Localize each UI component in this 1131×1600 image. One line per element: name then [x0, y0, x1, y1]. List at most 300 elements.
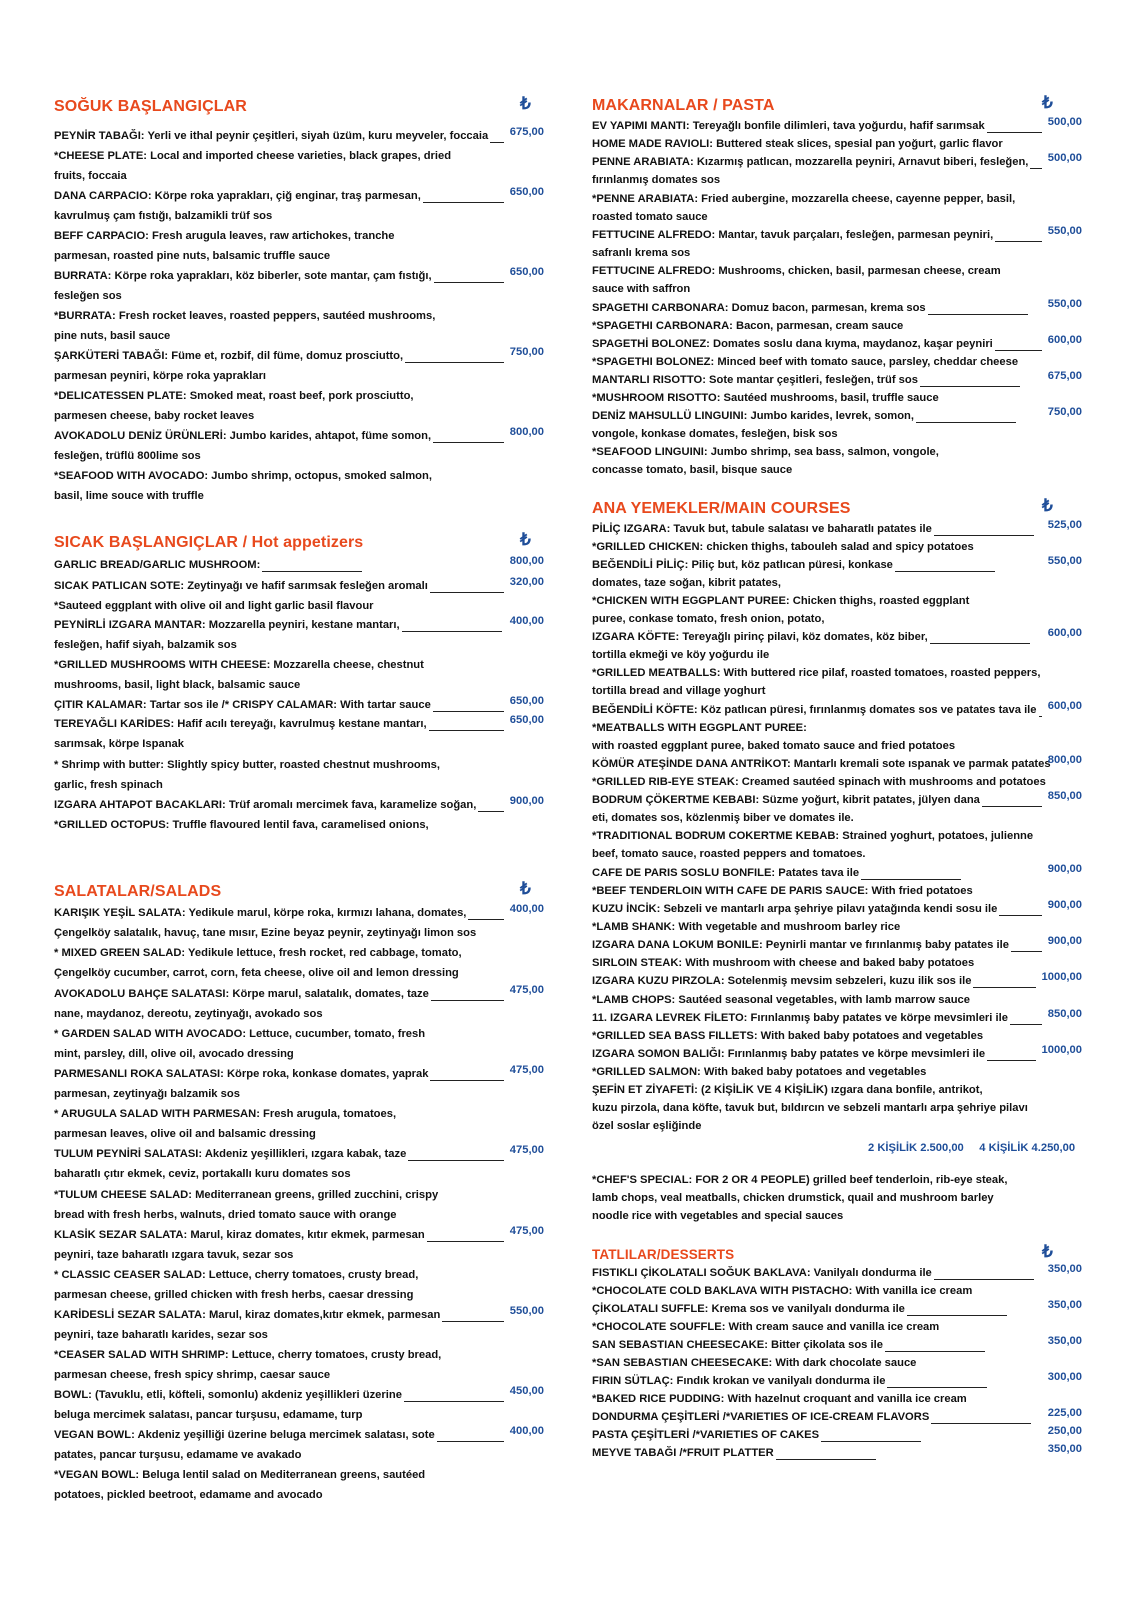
item-text: *CHICKEN WITH EGGPLANT PUREE: Chicken thighs, roasted eggplant [592, 595, 970, 607]
item-price: 1000,00 [1041, 1044, 1082, 1056]
item-text: *BAKED RICE PUDDING: With hazelnut croquant and vanilla ice cream [592, 1393, 967, 1405]
menu-item [592, 1425, 1082, 1442]
leader-line [1011, 942, 1042, 952]
leader-line [934, 526, 1034, 536]
leader-line [1010, 1015, 1042, 1025]
item-text: *GRILLED CHICKEN: chicken thighs, tabouleh salad and spicy potatoes [592, 541, 974, 553]
item-text: BEFF CARPACIO: Fresh arugula leaves, raw artichokes, tranche [54, 230, 395, 242]
menu-item-description [592, 576, 1082, 590]
item-text: kavrulmuş çam fıstığı, balzamikli trüf sos [54, 210, 273, 222]
menu-item [54, 903, 544, 920]
menu-item [592, 519, 1082, 536]
menu-item [592, 1263, 1082, 1280]
menu-item-description [54, 1007, 544, 1021]
item-text: *CHOCOLATE COLD BAKLAVA WITH PISTACHO: With vanilla ice cream [592, 1285, 973, 1297]
item-text: *GRILLED OCTOPUS: Truffle flavoured lentil fava, caramelised onions, [54, 819, 429, 831]
item-text: *LAMB CHOPS: Sautéed seasonal vegetables, with lamb marrow sauce [592, 994, 971, 1006]
item-text: IZGARA DANA LOKUM BONILE: Peynirli mantar ve fırınlanmış baby patates ile [592, 939, 1009, 951]
item-price: 250,00 [1047, 1425, 1082, 1437]
leader-line [434, 273, 504, 283]
item-text: *Sauteed eggplant with olive oil and light garlic basil flavour [54, 600, 374, 612]
menu-item [54, 1385, 544, 1402]
item-text: FETTUCINE ALFREDO: Mushrooms, chicken, basil, parmesan cheese, cream [592, 265, 1001, 277]
menu-item [592, 334, 1082, 351]
menu-item-description [54, 389, 544, 403]
menu-item [592, 1335, 1082, 1352]
item-text: *BEEF TENDERLOIN WITH CAFE DE PARIS SAUCE: With fried potatoes [592, 885, 973, 897]
item-text: peyniri, taze baharatlı ızgara tavuk, sezar sos [54, 1249, 294, 1261]
item-price: 500,00 [1047, 152, 1082, 164]
menu-item-description [592, 355, 1082, 369]
menu-item-description [54, 1468, 544, 1482]
item-text: AVOKADOLU BAHÇE SALATASI: Körpe marul, salatalık, domates, taze [54, 988, 429, 1000]
item-text: *GRILLED RIB-EYE STEAK: Creamed sautéed spinach with mushrooms and potatoes [592, 776, 1046, 788]
item-text: parmesan cheese, grilled chicken with fresh herbs, caesar dressing [54, 1289, 414, 1301]
item-text: pine nuts, basil sauce [54, 330, 171, 342]
item-text: GARLIC BREAD/GARLIC MUSHROOM: [54, 559, 261, 571]
item-text: BODRUM ÇÖKERTME KEBABI: Süzme yoğurt, kibrit patates, jülyen dana [592, 794, 980, 806]
leader-line [430, 1071, 504, 1081]
menu-item-description [54, 1368, 544, 1382]
item-text: * CLASSIC CEASER SALAD: Lettuce, cherry tomatoes, crusty bread, [54, 1269, 419, 1281]
item-price: 400,00 [509, 903, 544, 915]
item-text: patates, pancar turşusu, edamame ve avakado [54, 1449, 302, 1461]
item-price: 650,00 [509, 714, 544, 726]
item-text: safranlı krema sos [592, 247, 691, 259]
item-text: bread with fresh herbs, walnuts, dried tomato sauce with orange [54, 1209, 397, 1221]
item-price: 900,00 [1047, 899, 1082, 911]
menu-item-description [592, 1029, 1082, 1043]
leader-line [931, 1414, 1031, 1424]
item-text: IZGARA AHTAPOT BACAKLARI: Trüf aromalı mercimek fava, karamelize soğan, [54, 799, 477, 811]
chef-special-description: *CHEF'S SPECIAL: FOR 2 OR 4 PEOPLE) grilled beef tenderloin, rib-eye steak, [592, 1174, 1008, 1186]
menu-item-description [592, 137, 1082, 151]
leader-line [408, 1151, 504, 1161]
menu-item-description [54, 1208, 544, 1222]
item-price: 475,00 [509, 984, 544, 996]
item-text: DONDURMA ÇEŞİTLERİ /*VARIETIES OF ICE-CREAM FLAVORS [592, 1411, 930, 1423]
item-text: sarımsak, körpe Ispanak [54, 738, 184, 750]
menu-item-description [592, 721, 1082, 735]
item-price: 600,00 [1047, 627, 1082, 639]
item-price: 750,00 [1047, 406, 1082, 418]
item-text: peyniri, taze baharatlı karides, sezar sos [54, 1329, 268, 1341]
menu-item-description [592, 319, 1082, 333]
menu-item-description [592, 739, 1082, 753]
leader-line [433, 702, 504, 712]
item-price: 900,00 [1047, 863, 1082, 875]
item-text: *VEGAN BOWL: Beluga lentil salad on Mediterranean greens, sautéed [54, 1469, 426, 1481]
menu-item-description [54, 638, 544, 652]
menu-item [592, 1407, 1082, 1424]
menu-item [592, 1008, 1082, 1025]
leader-line [433, 433, 504, 443]
menu-item-description [54, 678, 544, 692]
leader-line [404, 1392, 504, 1402]
menu-item [592, 1371, 1082, 1388]
item-text: KLASİK SEZAR SALATA: Marul, kiraz domates, kıtır ekmek, parmesan [54, 1229, 425, 1241]
menu-item-description [54, 1188, 544, 1202]
item-price: 350,00 [1047, 1299, 1082, 1311]
item-text: sauce with saffron [592, 283, 691, 295]
menu-item-description [592, 956, 1082, 970]
leader-line [402, 622, 502, 632]
menu-item [592, 935, 1082, 952]
item-text: TEREYAĞLI KARİDES: Hafif acılı tereyağı, kavrulmuş kestane mantarı, [54, 718, 427, 730]
item-text: DENİZ MAHSULLÜ LINGUINI: Jumbo karides, levrek, somon, [592, 410, 915, 422]
item-text: beef, tomato sauce, roasted peppers and tomatoes. [592, 848, 866, 860]
menu-item-description [54, 289, 544, 303]
section-header [54, 530, 544, 560]
menu-item [54, 1144, 544, 1161]
menu-item-description [54, 1127, 544, 1141]
leader-line [423, 193, 504, 203]
item-text: parmesen cheese, baby rocket leaves [54, 410, 255, 422]
item-text: SPAGETHİ BOLONEZ: Domates soslu dana kıyma, maydanoz, kaşar peyniri [592, 338, 993, 350]
section-title: TATLILAR/DESSERTS [592, 1247, 735, 1262]
item-text: CAFE DE PARIS SOSLU BONFILE: Patates tava ile [592, 867, 860, 879]
item-price: 650,00 [509, 266, 544, 278]
item-text: özel soslar eşliğinde [592, 1120, 702, 1132]
menu-item-description [54, 249, 544, 263]
menu-item-description [592, 648, 1082, 662]
menu-item [592, 1443, 1082, 1460]
item-text: *TRADITIONAL BODRUM COKERTME KEBAB: Strained yoghurt, potatoes, julienne [592, 830, 1034, 842]
item-text: eti, domates sos, közlenmiş biber ve domates ile. [592, 812, 854, 824]
item-price: 650,00 [509, 186, 544, 198]
item-text: parmesan cheese, fresh spicy shrimp, caesar sauce [54, 1369, 331, 1381]
item-text: with roasted eggplant puree, baked tomato sauce and fried potatoes [592, 740, 956, 752]
item-text: concasse tomato, basil, bisque sauce [592, 464, 793, 476]
item-text: tortilla ekmeği ve köy yoğurdu ile [592, 649, 770, 661]
menu-item-description [592, 684, 1082, 698]
item-text: *SAN SEBASTIAN CHEESECAKE: With dark chocolate sauce [592, 1357, 917, 1369]
menu-item-description [54, 1027, 544, 1041]
menu-item-description [54, 1408, 544, 1422]
leader-line [987, 1051, 1036, 1061]
item-text: *GRILLED SALMON: With baked baby potatoes and vegetables [592, 1066, 927, 1078]
item-text: * MIXED GREEN SALAD: Yedikule lettuce, fresh rocket, red cabbage, tomato, [54, 947, 462, 959]
menu-item-description [592, 666, 1082, 680]
leader-line [262, 562, 362, 572]
item-text: ÇİKOLATALI SUFFLE: Krema sos ve vanilyalı dondurma ile [592, 1303, 905, 1315]
item-text: 11. IZGARA LEVREK FİLETO: Fırınlanmış baby patates ve körpe mevsimleri ile [592, 1012, 1008, 1024]
item-text: KARİDESLİ SEZAR SALATA: Marul, kiraz domates,kıtır ekmek, parmesan [54, 1309, 441, 1321]
item-text: vongole, konkase domates, fesleğen, bisk sos [592, 428, 838, 440]
item-text: * Shrimp with butter: Slightly spicy butter, roasted chestnut mushrooms, [54, 759, 441, 771]
menu-item-description [592, 612, 1082, 626]
section-title: SOĞUK BAŞLANGIÇLAR [54, 98, 247, 115]
item-text: BEĞENDİLİ KÖFTE: Köz patlıcan püresi, fırınlanmış domates sos ve patates tava ile [592, 704, 1037, 716]
menu-item [54, 126, 544, 143]
menu-item [592, 225, 1082, 242]
menu-item-description [54, 309, 544, 323]
menu-item-description [592, 463, 1082, 477]
menu-item [592, 1299, 1082, 1316]
menu-item [54, 714, 544, 731]
menu-item-description [592, 920, 1082, 934]
item-text: SAN SEBASTIAN CHEESECAKE: Bitter çikolata sos ile [592, 1339, 883, 1351]
item-text: FIRIN SÜTLAÇ: Fındık krokan ve vanilyalı dondurma ile [592, 1375, 886, 1387]
menu-item-description [592, 1320, 1082, 1334]
menu-item-description [54, 1167, 544, 1181]
chef-special-description: lamb chops, veal meatballs, chicken drumstick, quail and mushroom barley [592, 1192, 994, 1204]
item-text: mushrooms, basil, light black, balsamic sauce [54, 679, 301, 691]
leader-line [430, 583, 504, 593]
menu-item-description [592, 811, 1082, 825]
leader-line [405, 353, 504, 363]
menu-item-description [54, 149, 544, 163]
menu-item [54, 186, 544, 203]
leader-line [995, 232, 1042, 242]
item-price: 650,00 [509, 695, 544, 707]
leader-line [490, 133, 504, 143]
item-text: *CEASER SALAD WITH SHRIMP: Lettuce, cherry tomatoes, crusty bread, [54, 1349, 442, 1361]
menu-item [54, 1064, 544, 1081]
item-text: fruits, foccaia [54, 170, 127, 182]
item-text: fesleğen, hafif siyah, balzamik sos [54, 639, 237, 651]
item-text: basil, lime souce with truffle [54, 490, 204, 502]
item-text: FETTUCINE ALFREDO: Mantar, tavuk parçaları, fesleğen, parmesan peyniri, [592, 229, 994, 241]
leader-line [995, 341, 1042, 351]
menu-item-description [592, 847, 1082, 861]
menu-item-description [592, 540, 1082, 554]
menu-item-description [592, 246, 1082, 260]
item-text: IZGARA SOMON BALIĞI: Fırınlanmış baby patates ve körpe mevsimleri ile [592, 1048, 986, 1060]
item-text: roasted tomato sauce [592, 211, 708, 223]
item-text: KARIŞIK YEŞİL SALATA: Yedikule marul, körpe roka, kırmızı lahana, domates, [54, 907, 467, 919]
leader-line [429, 721, 504, 731]
menu-item-description [592, 594, 1082, 608]
item-price: 1000,00 [1041, 971, 1082, 983]
lira-currency-icon: ₺ [520, 94, 531, 113]
item-text: EV YAPIMI MANTI: Tereyağlı bonfile dilimleri, tava yoğurdu, hafif sarımsak [592, 120, 985, 132]
menu-item [592, 1044, 1082, 1061]
item-price: 900,00 [509, 795, 544, 807]
item-price: 800,00 [509, 555, 544, 567]
menu-item-description [592, 829, 1082, 843]
item-text: *SPAGETHI CARBONARA: Bacon, parmesan, cream sauce [592, 320, 904, 332]
item-price: 525,00 [1047, 519, 1082, 531]
item-price: 800,00 [1047, 754, 1082, 766]
menu-item-description [54, 1107, 544, 1121]
menu-item-description [54, 1328, 544, 1342]
item-text: parmesan peyniri, körpe roka yaprakları [54, 370, 267, 382]
menu-item [592, 700, 1082, 717]
chef-special-prices: 2 KİŞİLİK 2.500,00 4 KİŞİLİK 4.250,00 [868, 1142, 1076, 1154]
leader-line [999, 906, 1042, 916]
menu-item-description [54, 658, 544, 672]
item-text: BEĞENDİLİ PİLİÇ: Piliç but, köz patlıcan püresi, konkase [592, 559, 893, 571]
item-price: 350,00 [1047, 1335, 1082, 1347]
menu-item-description [54, 229, 544, 243]
item-text: *CHOCOLATE SOUFFLE: With cream sauce and vanilla ice cream [592, 1321, 940, 1333]
item-text: Çengelköy salatalık, havuç, tane mısır, Ezine beyaz peynir, zeytinyağı limon sos [54, 927, 477, 939]
menu-item [592, 790, 1082, 807]
menu-item [592, 370, 1082, 387]
item-text: PEYNİR TABAĞI: Yerli ve ithal peynir çeşitleri, siyah üzüm, kuru meyveler, foccaia [54, 130, 489, 142]
item-text: tortilla bread and village yoghurt [592, 685, 766, 697]
menu-item-description [54, 758, 544, 772]
menu-item [592, 899, 1082, 916]
item-text: MEYVE TABAĞI /*FRUIT PLATTER [592, 1447, 774, 1459]
leader-line [930, 634, 1030, 644]
menu-item [54, 695, 544, 712]
menu-item [54, 984, 544, 1001]
item-text: baharatlı çıtır ekmek, ceviz, portakallı kuru domates sos [54, 1168, 351, 1180]
menu-item [54, 795, 544, 812]
leader-line [934, 1270, 1034, 1280]
menu-item-description [54, 737, 544, 751]
menu-item-description [592, 192, 1082, 206]
item-price: 320,00 [509, 576, 544, 588]
lira-currency-icon: ₺ [1042, 93, 1053, 112]
item-price: 475,00 [509, 1064, 544, 1076]
item-text: KÖMÜR ATEŞİNDE DANA ANTRİKOT: Mantarlı kremali sote ıspanak ve parmak patates [592, 758, 1051, 770]
item-text: ŞARKÜTERİ TABAĞI: Füme et, rozbif, dil füme, domuz prosciutto, [54, 350, 404, 362]
item-text: PENNE ARABIATA: Kızarmış patlıcan, mozzarella peyniri, Arnavut biberi, fesleğen, [592, 156, 1029, 168]
item-text: MANTARLI RISOTTO: Sote mantar çeşitleri, fesleğen, trüf sos [592, 374, 918, 386]
menu-item [54, 266, 544, 283]
item-price: 550,00 [1047, 225, 1082, 237]
item-text: *MUSHROOM RISOTTO: Sautéed mushrooms, basil, truffle sauce [592, 392, 939, 404]
item-text: beluga mercimek salatası, pancar turşusu, edamame, turp [54, 1409, 363, 1421]
menu-item [592, 116, 1082, 133]
menu-item [54, 555, 544, 572]
item-text: ÇITIR KALAMAR: Tartar sos ile /* CRISPY CALAMAR: With tartar sauce [54, 699, 431, 711]
item-price: 675,00 [509, 126, 544, 138]
menu-item-description [54, 1087, 544, 1101]
menu-item [592, 298, 1082, 315]
lira-currency-icon: ₺ [1042, 496, 1053, 515]
menu-item [54, 1305, 544, 1322]
item-price: 800,00 [509, 426, 544, 438]
menu-item [54, 426, 544, 443]
menu-item [54, 576, 544, 593]
item-text: *TULUM CHEESE SALAD: Mediterranean greens, grilled zucchini, crispy [54, 1189, 439, 1201]
item-price: 550,00 [1047, 555, 1082, 567]
item-price: 675,00 [1047, 370, 1082, 382]
leader-line [468, 910, 504, 920]
menu-item-description [54, 778, 544, 792]
menu-item-description [592, 427, 1082, 441]
leader-line [1030, 159, 1042, 169]
leader-line [442, 1312, 504, 1322]
item-text: DANA CARPACIO: Körpe roka yaprakları, çiğ enginar, traş parmesan, [54, 190, 421, 202]
item-text: domates, taze soğan, kibrit patates, [592, 577, 781, 589]
item-price: 900,00 [1047, 935, 1082, 947]
leader-line [973, 978, 1036, 988]
item-price: 225,00 [1047, 1407, 1082, 1419]
item-price: 475,00 [509, 1225, 544, 1237]
item-text: AVOKADOLU DENİZ ÜRÜNLERİ: Jumbo karides, ahtapot, füme somon, [54, 430, 432, 442]
menu-item-description [592, 445, 1082, 459]
item-price: 550,00 [509, 1305, 544, 1317]
item-text: garlic, fresh spinach [54, 779, 163, 791]
item-text: IZGARA KUZU PIRZOLA: Sotelenmiş mevsim sebzeleri, kuzu ilik sos ile [592, 975, 972, 987]
leader-line [861, 870, 961, 880]
menu-item-description [54, 599, 544, 613]
item-text: kuzu pirzola, dana köfte, tavuk but, bıldırcın ve sebzeli mantarlı arpa şehriye pilavı [592, 1102, 1028, 1114]
menu-item-description [592, 282, 1082, 296]
menu-item-description [592, 1083, 1082, 1097]
item-text: parmesan, roasted pine nuts, balsamic truffle sauce [54, 250, 331, 262]
item-text: *LAMB SHANK: With vegetable and mushroom barley rice [592, 921, 901, 933]
menu-item-description [592, 173, 1082, 187]
item-price: 350,00 [1047, 1263, 1082, 1275]
menu-item-description [54, 1448, 544, 1462]
item-text: *PENNE ARABIATA: Fried aubergine, mozzarella cheese, cayenne pepper, basil, [592, 193, 1016, 205]
item-text: parmesan, zeytinyağı balzamik sos [54, 1088, 240, 1100]
menu-item-description [54, 818, 544, 832]
item-text: *GRILLED SEA BASS FILLETS: With baked baby potatoes and vegetables [592, 1030, 984, 1042]
menu-item-description [592, 1119, 1082, 1133]
item-text: *CHEESE PLATE: Local and imported cheese varieties, black grapes, dried [54, 150, 452, 162]
item-price: 400,00 [509, 1425, 544, 1437]
menu-item [592, 971, 1082, 988]
section-title: SICAK BAŞLANGIÇLAR / Hot appetizers [54, 534, 364, 551]
item-price: 400,00 [509, 615, 544, 627]
item-text: fesleğen sos [54, 290, 122, 302]
section-header [54, 94, 544, 124]
item-text: SICAK PATLICAN SOTE: Zeytinyağı ve hafif sarımsak fesleğen aromalı [54, 580, 428, 592]
menu-item-description [54, 966, 544, 980]
item-price: 750,00 [509, 346, 544, 358]
menu-item [592, 152, 1082, 169]
leader-line [431, 991, 504, 1001]
leader-line [885, 1342, 985, 1352]
menu-item [54, 615, 544, 632]
menu-item-description [592, 1065, 1082, 1079]
item-text: *DELICATESSEN PLATE: Smoked meat, roast beef, pork prosciutto, [54, 390, 414, 402]
item-text: parmesan leaves, olive oil and balsamic dressing [54, 1128, 316, 1140]
item-price: 850,00 [1047, 1008, 1082, 1020]
item-price: 450,00 [509, 1385, 544, 1397]
menu-item-description [54, 409, 544, 423]
leader-line [916, 413, 1016, 423]
menu-item [54, 1225, 544, 1242]
item-text: *SEAFOOD LINGUINI: Jumbo shrimp, sea bass, salmon, vongole, [592, 446, 939, 458]
item-text: *SEAFOOD WITH AVOCADO: Jumbo shrimp, octopus, smoked salmon, [54, 470, 432, 482]
menu-item-description [592, 884, 1082, 898]
menu-item-description [54, 1047, 544, 1061]
leader-line [427, 1232, 504, 1242]
item-text: TULUM PEYNİRİ SALATASI: Akdeniz yeşillikleri, ızgara kabak, taze [54, 1148, 407, 1160]
menu-item-description [54, 1288, 544, 1302]
menu-item-description [54, 449, 544, 463]
item-text: ŞEFİN ET ZİYAFETİ: (2 KİŞİLİK VE 4 KİŞİLİK) ızgara dana bonfile, antrikot, [592, 1084, 983, 1096]
item-text: BOWL: (Tavuklu, etli, köfteli, somonlu) akdeniz yeşillikleri üzerine [54, 1389, 402, 1401]
leader-line [437, 1432, 504, 1442]
item-price: 300,00 [1047, 1371, 1082, 1383]
menu-item-description [592, 1284, 1082, 1298]
item-text: *MEATBALLS WITH EGGPLANT PUREE: [592, 722, 807, 734]
item-text: fırınlanmış domates sos [592, 174, 721, 186]
menu-item [592, 555, 1082, 572]
menu-item-description [54, 1268, 544, 1282]
item-text: puree, conkase tomato, fresh onion, potato, [592, 613, 825, 625]
item-price: 600,00 [1047, 700, 1082, 712]
item-text: mint, parsley, dill, olive oil, avocado dressing [54, 1048, 294, 1060]
item-text: *SPAGETHI BOLONEZ: Minced beef with tomato sauce, parsley, cheddar cheese [592, 356, 1019, 368]
item-text: SIRLOIN STEAK: With mushroom with cheese and baked baby potatoes [592, 957, 975, 969]
item-text: FISTIKLI ÇİKOLATALI SOĞUK BAKLAVA: Vanilyalı dondurma ile [592, 1267, 932, 1279]
item-text: *GRILLED MUSHROOMS WITH CHEESE: Mozzarella cheese, chestnut [54, 659, 424, 671]
item-text: *GRILLED MEATBALLS: With buttered rice pilaf, roasted tomatoes, roasted peppers, [592, 667, 1041, 679]
menu-item-description [592, 391, 1082, 405]
section-title: SALATALAR/SALADS [54, 883, 222, 900]
item-text: BURRATA: Körpe roka yaprakları, köz biberler, sote mantar, çam fıstığı, [54, 270, 432, 282]
